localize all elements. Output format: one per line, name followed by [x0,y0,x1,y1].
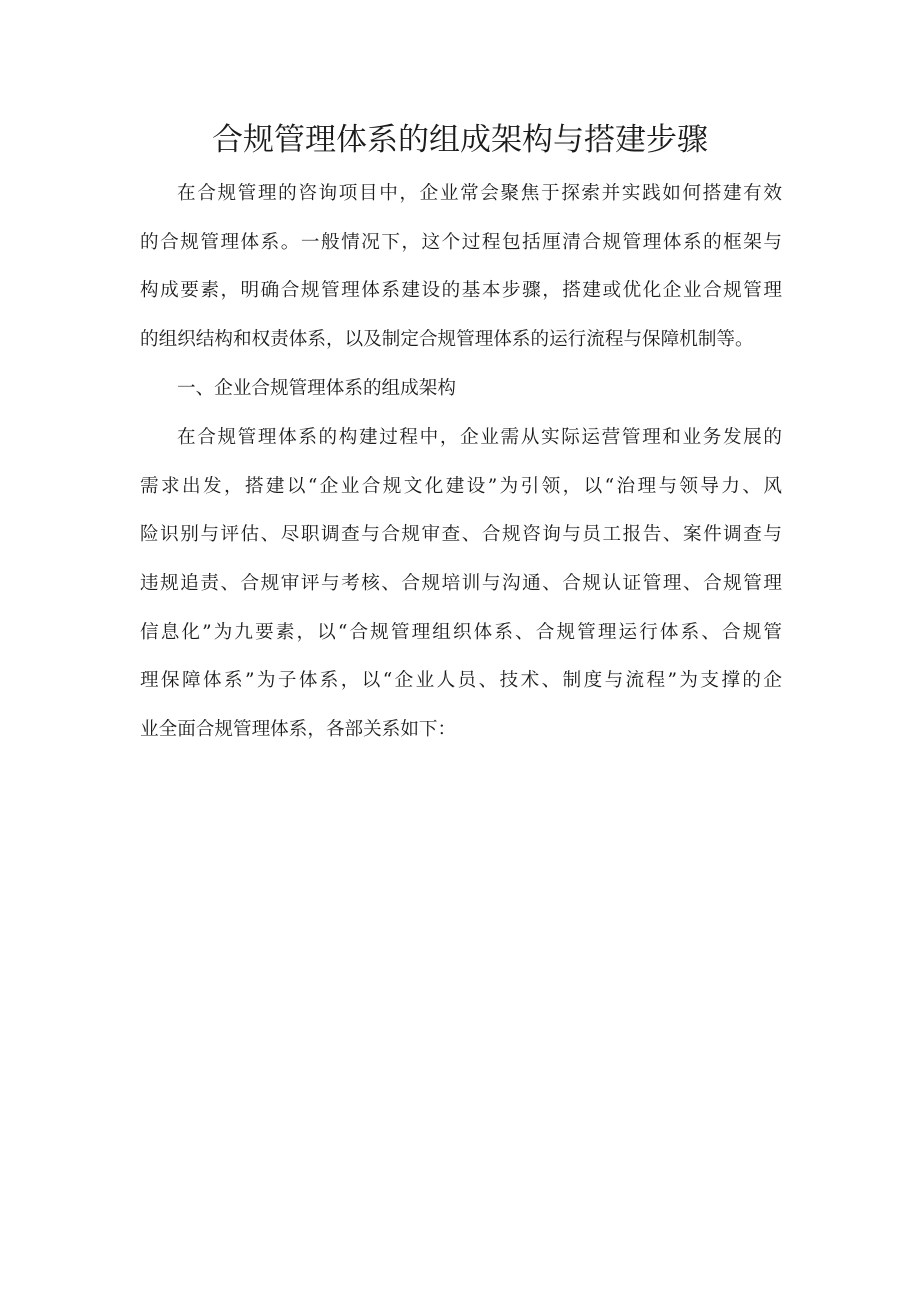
paragraph-line: 的组织结构和权责体系，以及制定合规管理体系的运行流程与保障机制等。 [140,329,754,351]
paragraph-line: 违规追责、合规审评与考核、合规培训与沟通、合规认证管理、合规管理 [140,573,782,595]
section-heading [140,365,782,414]
section-heading-text: 一、企业合规管理体系的组成架构 [177,378,456,399]
paragraph-line: 需求出发，搭建以“企业合规文化建设”为引领，以“治理与领导力、风 [140,475,782,497]
paragraph-line: 业全面合规管理体系，各部关系如下： [140,719,457,741]
document-title: 合规管理体系的组成架构与搭建步骤 [212,122,708,158]
intro-paragraph [140,170,782,365]
paragraph-line: 理保障体系”为子体系，以“企业人员、技术、制度与流程”为支撑的企 [140,670,782,692]
paragraph-line: 险识别与评估、尽职调查与合规审查、合规咨询与员工报告、案件调查与 [140,524,782,546]
paragraph-line: 信息化”为九要素，以“合规管理组织体系、合规管理运行体系、合规管 [140,621,782,643]
paragraph-line: 在合规管理的咨询项目中，企业常会聚焦于探索并实践如何搭建有效 [177,183,782,204]
architecture-paragraph [140,414,782,755]
paragraph-line: 的合规管理体系。一般情况下，这个过程包括厘清合规管理体系的框架与 [140,231,782,253]
paragraph-line: 在合规管理体系的构建过程中，企业需从实际运营管理和业务发展的 [177,427,782,448]
paragraph-line: 构成要素，明确合规管理体系建设的基本步骤，搭建或优化企业合规管理 [140,280,782,302]
